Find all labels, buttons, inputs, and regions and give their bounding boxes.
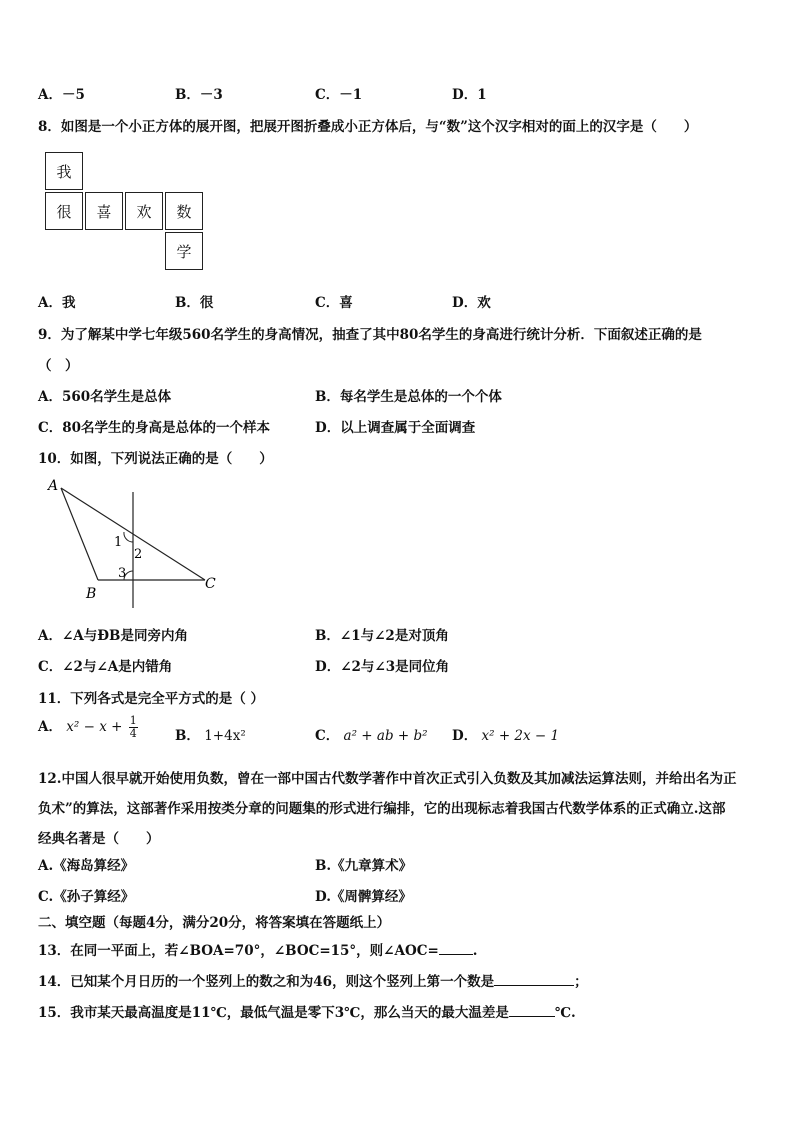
label-c: C	[205, 576, 216, 592]
q9-stem: 9．为了解某中学七年级560名学生的身高情况，抽查了其中80名学生的身高进行统计分析．下面叙述正确的是	[38, 327, 702, 343]
answer-blank[interactable]	[509, 1004, 555, 1017]
fraction: $\frac{1}{4}$	[129, 714, 137, 740]
q8-option-b: B．很	[175, 295, 214, 311]
q9-paren: （ ）	[38, 358, 79, 374]
section-title: 二、填空题（每题4分，满分20分，将答案填在答题纸上）	[38, 915, 391, 931]
q8-option-d: D．欢	[452, 295, 491, 311]
q10-option-a: A．∠A与ÐB是同旁内角	[38, 628, 188, 644]
q11-option-a: A． x² − x + $\frac{1}{4}$	[38, 714, 137, 740]
q9-option-a: A．560名学生是总体	[38, 389, 172, 405]
q7-option-a: A．－5	[38, 87, 85, 103]
answer-blank[interactable]	[439, 942, 473, 955]
net-cell: 学	[165, 232, 203, 270]
net-cell: 很	[45, 192, 83, 230]
net-cell: 欢	[125, 192, 163, 230]
q7-option-d: D．1	[452, 87, 487, 103]
q7-option-c: C．－1	[315, 87, 363, 103]
q12-option-c: C.《孙子算经》	[38, 889, 135, 905]
angle-label-2: 2	[134, 547, 143, 562]
angle-label-3: 3	[118, 566, 127, 581]
q12-line2: 负术”的算法，这部著作采用按类分章的问题集的形式进行编排，它的出现标志着我国古代数学体系的正式确立.这部	[38, 801, 726, 817]
triangle-figure	[40, 474, 230, 614]
q14: 14．已知某个月日历的一个竖列上的数之和为46，则这个竖列上第一个数是 ；	[38, 974, 588, 990]
q8-stem: 8．如图是一个小正方体的展开图，把展开图折叠成小正方体后，与“数”这个汉字相对的面上的汉字是（ ）	[38, 119, 698, 135]
q13: 13．在同一平面上，若∠BOA=70°，∠BOC=15°，则∠AOC= .	[38, 943, 478, 959]
q8-option-a: A．我	[38, 295, 76, 311]
expr-c: a² + ab + b²	[343, 728, 428, 744]
expr-b: 1+4x²	[204, 728, 246, 744]
q9-option-c: C．80名学生的身高是总体的一个样本	[38, 420, 271, 436]
net-cell: 喜	[85, 192, 123, 230]
answer-blank[interactable]	[494, 973, 574, 986]
q10-option-b: B．∠1与∠2是对顶角	[315, 628, 449, 644]
expr-d: x² + 2x − 1	[481, 728, 560, 744]
label-a: A	[48, 478, 59, 494]
expr-a: x² − x +	[66, 719, 123, 735]
q11-option-c: C． a² + ab + b²	[315, 728, 428, 744]
label-b: B	[86, 586, 97, 602]
q11-stem: 11．下列各式是完全平方式的是（ ）	[38, 691, 264, 707]
q12-option-b: B.《九章算术》	[315, 858, 413, 874]
angle-label-1: 1	[114, 535, 123, 550]
q10-option-d: D．∠2与∠3是同位角	[315, 659, 450, 675]
q12-line1: 12.中国人很早就开始使用负数，曾在一部中国古代数学著作中首次正式引入负数及其加减法运算法则，并给出名为正	[38, 771, 737, 787]
net-cell: 我	[45, 152, 83, 190]
q10-stem: 10．如图，下列说法正确的是（ ）	[38, 451, 273, 467]
q12-line3: 经典名著是（ ）	[38, 831, 160, 847]
q10-option-c: C．∠2与∠A是内错角	[38, 659, 173, 675]
q8-option-c: C．喜	[315, 295, 353, 311]
q7-option-b: B．－3	[175, 87, 223, 103]
q15: 15．我市某天最高温度是11℃，最低气温是零下3℃，那么当天的最大温差是 ℃.	[38, 1005, 576, 1021]
net-cell: 数	[165, 192, 203, 230]
q9-option-d: D．以上调查属于全面调查	[315, 420, 476, 436]
q12-option-d: D.《周髀算经》	[315, 889, 412, 905]
q12-option-a: A.《海岛算经》	[38, 858, 135, 874]
q11-option-b: B． 1+4x²	[175, 728, 246, 744]
q9-option-b: B．每名学生是总体的一个个体	[315, 389, 502, 405]
q11-option-d: D． x² + 2x − 1	[452, 728, 560, 744]
